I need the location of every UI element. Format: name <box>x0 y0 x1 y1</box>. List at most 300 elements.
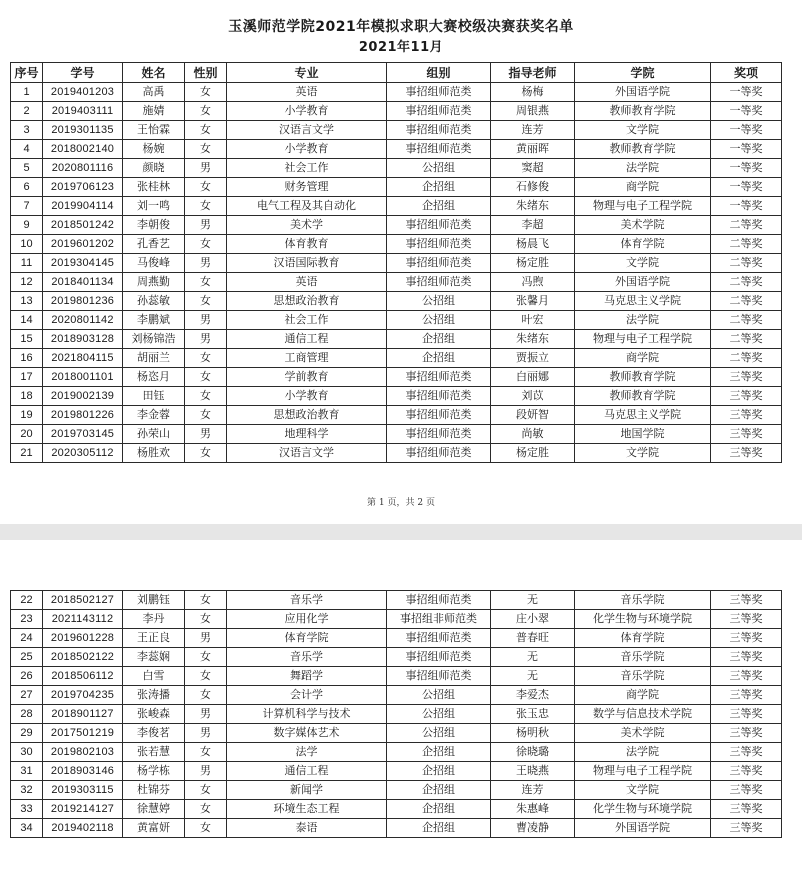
cell-gender: 女 <box>185 368 227 387</box>
cell-advisor: 张玉忠 <box>491 705 575 724</box>
cell-index: 26 <box>11 667 43 686</box>
cell-college: 地国学院 <box>575 425 711 444</box>
document-title: 玉溪师范学院2021年模拟求职大赛校级决赛获奖名单 <box>228 19 574 35</box>
cell-student-id: 2019801226 <box>43 406 123 425</box>
cell-college: 音乐学院 <box>575 667 711 686</box>
cell-gender: 男 <box>185 425 227 444</box>
cell-advisor: 冯煦 <box>491 273 575 292</box>
cell-name: 孔香艺 <box>123 235 185 254</box>
cell-name: 杨学栋 <box>123 762 185 781</box>
cell-group: 事招组师范类 <box>387 444 491 463</box>
cell-college: 商学院 <box>575 686 711 705</box>
cell-gender: 女 <box>185 349 227 368</box>
table-row <box>11 610 782 629</box>
cell-student-id: 2020801116 <box>43 159 123 178</box>
cell-name: 刘鹏钰 <box>123 591 185 610</box>
cell-name: 李朝俊 <box>123 216 185 235</box>
table-row <box>11 629 782 648</box>
cell-major: 地理科学 <box>227 425 387 444</box>
cell-major: 小学教育 <box>227 140 387 159</box>
cell-major: 汉语言文学 <box>227 121 387 140</box>
cell-college: 音乐学院 <box>575 591 711 610</box>
cell-group: 事招组师范类 <box>387 368 491 387</box>
cell-group: 企招组 <box>387 743 491 762</box>
cell-advisor: 徐晓璐 <box>491 743 575 762</box>
cell-student-id: 2020305112 <box>43 444 123 463</box>
cell-group: 事招组师范类 <box>387 102 491 121</box>
cell-college: 马克思主义学院 <box>575 406 711 425</box>
cell-award: 三等奖 <box>711 724 782 743</box>
cell-award: 三等奖 <box>711 648 782 667</box>
cell-index: 9 <box>11 216 43 235</box>
cell-college: 商学院 <box>575 349 711 368</box>
cell-gender: 女 <box>185 387 227 406</box>
cell-student-id: 2018502122 <box>43 648 123 667</box>
cell-award: 二等奖 <box>711 292 782 311</box>
cell-college: 物理与电子工程学院 <box>575 197 711 216</box>
cell-college: 外国语学院 <box>575 273 711 292</box>
cell-student-id: 2019002139 <box>43 387 123 406</box>
cell-gender: 女 <box>185 292 227 311</box>
cell-award: 一等奖 <box>711 159 782 178</box>
table-row <box>11 235 782 254</box>
cell-college: 文学院 <box>575 254 711 273</box>
cell-award: 三等奖 <box>711 591 782 610</box>
cell-student-id: 2019601202 <box>43 235 123 254</box>
cell-advisor: 段妍智 <box>491 406 575 425</box>
table-row <box>11 349 782 368</box>
cell-gender: 女 <box>185 591 227 610</box>
cell-name: 孙蕊敏 <box>123 292 185 311</box>
cell-major: 小学教育 <box>227 387 387 406</box>
table-row <box>11 254 782 273</box>
cell-student-id: 2018903128 <box>43 330 123 349</box>
cell-award: 三等奖 <box>711 425 782 444</box>
cell-student-id: 2019304145 <box>43 254 123 273</box>
cell-college: 化学生物与环境学院 <box>575 800 711 819</box>
cell-major: 音乐学 <box>227 648 387 667</box>
cell-name: 李蕊娴 <box>123 648 185 667</box>
cell-name: 杨恣月 <box>123 368 185 387</box>
cell-group: 事招组师范类 <box>387 667 491 686</box>
cell-award: 三等奖 <box>711 705 782 724</box>
cell-major: 社会工作 <box>227 311 387 330</box>
cell-major: 思想政治教育 <box>227 406 387 425</box>
cell-name: 杨婉 <box>123 140 185 159</box>
cell-major: 小学教育 <box>227 102 387 121</box>
cell-major: 音乐学 <box>227 591 387 610</box>
cell-index: 14 <box>11 311 43 330</box>
cell-advisor: 叶宏 <box>491 311 575 330</box>
table-row <box>11 800 782 819</box>
cell-advisor: 庄小翠 <box>491 610 575 629</box>
cell-index: 1 <box>11 83 43 102</box>
cell-major: 体育教育 <box>227 235 387 254</box>
cell-award: 三等奖 <box>711 781 782 800</box>
cell-student-id: 2018501242 <box>43 216 123 235</box>
cell-name: 黄富妍 <box>123 819 185 838</box>
cell-major: 法学 <box>227 743 387 762</box>
cell-gender: 女 <box>185 781 227 800</box>
cell-index: 3 <box>11 121 43 140</box>
cell-student-id: 2018506112 <box>43 667 123 686</box>
cell-index: 13 <box>11 292 43 311</box>
cell-gender: 女 <box>185 686 227 705</box>
cell-student-id: 2018901127 <box>43 705 123 724</box>
cell-advisor: 王晓燕 <box>491 762 575 781</box>
cell-name: 田钰 <box>123 387 185 406</box>
cell-award: 三等奖 <box>711 610 782 629</box>
cell-gender: 女 <box>185 102 227 121</box>
cell-major: 数字媒体艺术 <box>227 724 387 743</box>
cell-student-id: 2019401203 <box>43 83 123 102</box>
cell-index: 22 <box>11 591 43 610</box>
cell-student-id: 2019402118 <box>43 819 123 838</box>
cell-major: 英语 <box>227 83 387 102</box>
cell-award: 一等奖 <box>711 140 782 159</box>
cell-index: 20 <box>11 425 43 444</box>
cell-group: 事招组师范类 <box>387 235 491 254</box>
cell-index: 21 <box>11 444 43 463</box>
cell-index: 17 <box>11 368 43 387</box>
cell-group: 事招组师范类 <box>387 254 491 273</box>
cell-gender: 女 <box>185 197 227 216</box>
cell-advisor: 贾振立 <box>491 349 575 368</box>
cell-major: 计算机科学与技术 <box>227 705 387 724</box>
cell-major: 舞蹈学 <box>227 667 387 686</box>
cell-gender: 女 <box>185 667 227 686</box>
cell-gender: 女 <box>185 610 227 629</box>
cell-gender: 女 <box>185 800 227 819</box>
cell-group: 事招组师范类 <box>387 387 491 406</box>
cell-index: 15 <box>11 330 43 349</box>
table-row <box>11 743 782 762</box>
cell-gender: 男 <box>185 216 227 235</box>
cell-group: 事招组师范类 <box>387 591 491 610</box>
table-row <box>11 121 782 140</box>
cell-gender: 女 <box>185 273 227 292</box>
cell-index: 30 <box>11 743 43 762</box>
cell-name: 高禹 <box>123 83 185 102</box>
cell-gender: 男 <box>185 629 227 648</box>
cell-advisor: 尚敏 <box>491 425 575 444</box>
cell-index: 23 <box>11 610 43 629</box>
cell-group: 企招组 <box>387 349 491 368</box>
cell-advisor: 李超 <box>491 216 575 235</box>
cell-award: 二等奖 <box>711 273 782 292</box>
cell-advisor: 李爱杰 <box>491 686 575 705</box>
cell-gender: 女 <box>185 83 227 102</box>
cell-group: 事招组师范类 <box>387 140 491 159</box>
cell-advisor: 连芳 <box>491 121 575 140</box>
cell-name: 杨胜欢 <box>123 444 185 463</box>
cell-gender: 女 <box>185 819 227 838</box>
table-row <box>11 140 782 159</box>
cell-award: 一等奖 <box>711 102 782 121</box>
cell-major: 会计学 <box>227 686 387 705</box>
cell-student-id: 2019802103 <box>43 743 123 762</box>
cell-advisor: 石修俊 <box>491 178 575 197</box>
cell-college: 文学院 <box>575 781 711 800</box>
cell-group: 事招组师范类 <box>387 648 491 667</box>
cell-advisor: 黄丽晖 <box>491 140 575 159</box>
column-header-gender: 性别 <box>185 63 227 83</box>
cell-award: 三等奖 <box>711 686 782 705</box>
cell-college: 法学院 <box>575 159 711 178</box>
cell-group: 事招组师范类 <box>387 216 491 235</box>
column-header-group: 组别 <box>387 63 491 83</box>
cell-gender: 女 <box>185 121 227 140</box>
cell-student-id: 2019303115 <box>43 781 123 800</box>
cell-index: 11 <box>11 254 43 273</box>
table-row <box>11 368 782 387</box>
cell-major: 汉语言文学 <box>227 444 387 463</box>
cell-advisor: 杨明秋 <box>491 724 575 743</box>
cell-name: 马俊峰 <box>123 254 185 273</box>
cell-college: 教师教育学院 <box>575 387 711 406</box>
cell-group: 事招组师范类 <box>387 629 491 648</box>
cell-name: 王怡霖 <box>123 121 185 140</box>
cell-name: 王正良 <box>123 629 185 648</box>
cell-student-id: 2019601228 <box>43 629 123 648</box>
cell-student-id: 2018903146 <box>43 762 123 781</box>
cell-award: 二等奖 <box>711 349 782 368</box>
cell-name: 刘杨锦浩 <box>123 330 185 349</box>
cell-gender: 女 <box>185 743 227 762</box>
cell-award: 二等奖 <box>711 254 782 273</box>
cell-student-id: 2019704235 <box>43 686 123 705</box>
cell-major: 应用化学 <box>227 610 387 629</box>
cell-index: 10 <box>11 235 43 254</box>
cell-group: 事招组师范类 <box>387 425 491 444</box>
cell-student-id: 2021804115 <box>43 349 123 368</box>
cell-college: 外国语学院 <box>575 819 711 838</box>
cell-major: 新闻学 <box>227 781 387 800</box>
cell-student-id: 2020801142 <box>43 311 123 330</box>
cell-student-id: 2019904114 <box>43 197 123 216</box>
column-header-advisor: 指导老师 <box>491 63 575 83</box>
document-date: 2021年11月 <box>358 40 444 55</box>
cell-student-id: 2018502127 <box>43 591 123 610</box>
cell-student-id: 2019214127 <box>43 800 123 819</box>
column-header-award: 奖项 <box>711 63 782 83</box>
cell-advisor: 朱惠峰 <box>491 800 575 819</box>
cell-college: 马克思主义学院 <box>575 292 711 311</box>
cell-award: 二等奖 <box>711 311 782 330</box>
cell-advisor: 无 <box>491 591 575 610</box>
cell-index: 32 <box>11 781 43 800</box>
table-row <box>11 406 782 425</box>
cell-award: 二等奖 <box>711 216 782 235</box>
table-row <box>11 216 782 235</box>
cell-award: 三等奖 <box>711 629 782 648</box>
cell-name: 施婧 <box>123 102 185 121</box>
cell-group: 企招组 <box>387 819 491 838</box>
cell-group: 事招组师范类 <box>387 121 491 140</box>
cell-student-id: 2021143112 <box>43 610 123 629</box>
cell-name: 杜锦芬 <box>123 781 185 800</box>
cell-student-id: 2018002140 <box>43 140 123 159</box>
cell-group: 事招组师范类 <box>387 83 491 102</box>
cell-name: 张涛播 <box>123 686 185 705</box>
table-row <box>11 648 782 667</box>
cell-advisor: 窦超 <box>491 159 575 178</box>
cell-name: 刘一鸣 <box>123 197 185 216</box>
cell-college: 物理与电子工程学院 <box>575 330 711 349</box>
cell-group: 公招组 <box>387 686 491 705</box>
cell-index: 2 <box>11 102 43 121</box>
cell-student-id: 2018401134 <box>43 273 123 292</box>
cell-college: 教师教育学院 <box>575 368 711 387</box>
table-row <box>11 273 782 292</box>
cell-college: 教师教育学院 <box>575 140 711 159</box>
cell-student-id: 2019403111 <box>43 102 123 121</box>
cell-name: 胡丽兰 <box>123 349 185 368</box>
cell-award: 三等奖 <box>711 819 782 838</box>
cell-college: 法学院 <box>575 311 711 330</box>
cell-advisor: 曹凌静 <box>491 819 575 838</box>
cell-college: 美术学院 <box>575 724 711 743</box>
cell-major: 汉语国际教育 <box>227 254 387 273</box>
cell-name: 孙荣山 <box>123 425 185 444</box>
cell-college: 体育学院 <box>575 629 711 648</box>
table-row <box>11 425 782 444</box>
cell-gender: 男 <box>185 311 227 330</box>
table-row <box>11 762 782 781</box>
table-row <box>11 819 782 838</box>
cell-group: 公招组 <box>387 292 491 311</box>
cell-gender: 女 <box>185 406 227 425</box>
cell-advisor: 周银燕 <box>491 102 575 121</box>
cell-index: 33 <box>11 800 43 819</box>
cell-major: 泰语 <box>227 819 387 838</box>
cell-major: 体育学院 <box>227 629 387 648</box>
table-row <box>11 444 782 463</box>
cell-award: 三等奖 <box>711 743 782 762</box>
cell-group: 企招组 <box>387 178 491 197</box>
cell-college: 法学院 <box>575 743 711 762</box>
cell-college: 音乐学院 <box>575 648 711 667</box>
cell-index: 31 <box>11 762 43 781</box>
cell-advisor: 刘苡 <box>491 387 575 406</box>
cell-gender: 男 <box>185 762 227 781</box>
cell-name: 白雪 <box>123 667 185 686</box>
column-header-college: 学院 <box>575 63 711 83</box>
cell-gender: 男 <box>185 724 227 743</box>
cell-group: 企招组 <box>387 197 491 216</box>
page-footer: 第 1 页，共 2 页 <box>367 498 435 508</box>
table-header-row <box>11 63 782 83</box>
cell-award: 三等奖 <box>711 444 782 463</box>
cell-advisor: 张馨月 <box>491 292 575 311</box>
cell-major: 工商管理 <box>227 349 387 368</box>
column-header-student-id: 学号 <box>43 63 123 83</box>
cell-name: 颜晓 <box>123 159 185 178</box>
cell-index: 19 <box>11 406 43 425</box>
table-row <box>11 102 782 121</box>
cell-name: 张桂林 <box>123 178 185 197</box>
cell-award: 一等奖 <box>711 178 782 197</box>
cell-index: 29 <box>11 724 43 743</box>
cell-index: 7 <box>11 197 43 216</box>
cell-gender: 男 <box>185 705 227 724</box>
cell-college: 化学生物与环境学院 <box>575 610 711 629</box>
cell-name: 李鹏斌 <box>123 311 185 330</box>
cell-student-id: 2017501219 <box>43 724 123 743</box>
cell-index: 24 <box>11 629 43 648</box>
cell-major: 美术学 <box>227 216 387 235</box>
cell-major: 通信工程 <box>227 330 387 349</box>
cell-award: 二等奖 <box>711 330 782 349</box>
cell-major: 通信工程 <box>227 762 387 781</box>
table-row <box>11 724 782 743</box>
cell-name: 李金蓉 <box>123 406 185 425</box>
cell-group: 企招组 <box>387 762 491 781</box>
cell-student-id: 2018001101 <box>43 368 123 387</box>
cell-major: 思想政治教育 <box>227 292 387 311</box>
cell-major: 英语 <box>227 273 387 292</box>
cell-index: 25 <box>11 648 43 667</box>
table-row <box>11 781 782 800</box>
cell-name: 徐慧婷 <box>123 800 185 819</box>
table-row <box>11 667 782 686</box>
cell-major: 社会工作 <box>227 159 387 178</box>
cell-student-id: 2019301135 <box>43 121 123 140</box>
cell-gender: 女 <box>185 444 227 463</box>
document-page-2 <box>0 540 802 873</box>
cell-name: 李俊茗 <box>123 724 185 743</box>
table-row <box>11 330 782 349</box>
cell-group: 事招组师范类 <box>387 406 491 425</box>
cell-college: 商学院 <box>575 178 711 197</box>
cell-gender: 女 <box>185 178 227 197</box>
cell-advisor: 白丽娜 <box>491 368 575 387</box>
cell-index: 4 <box>11 140 43 159</box>
cell-index: 34 <box>11 819 43 838</box>
cell-group: 企招组 <box>387 330 491 349</box>
cell-award: 一等奖 <box>711 83 782 102</box>
cell-advisor: 无 <box>491 667 575 686</box>
cell-advisor: 朱绪东 <box>491 197 575 216</box>
cell-group: 企招组 <box>387 781 491 800</box>
cell-gender: 女 <box>185 235 227 254</box>
cell-name: 李丹 <box>123 610 185 629</box>
cell-advisor: 普春旺 <box>491 629 575 648</box>
table-row <box>11 311 782 330</box>
awards-table-page-1 <box>10 62 782 463</box>
table-row <box>11 705 782 724</box>
cell-advisor: 杨梅 <box>491 83 575 102</box>
cell-group: 企招组 <box>387 800 491 819</box>
awards-table-page-2 <box>10 590 782 838</box>
column-header-index: 序号 <box>11 63 43 83</box>
column-header-major: 专业 <box>227 63 387 83</box>
cell-name: 张若慧 <box>123 743 185 762</box>
cell-gender: 女 <box>185 648 227 667</box>
cell-gender: 女 <box>185 140 227 159</box>
cell-group: 事招组师范类 <box>387 273 491 292</box>
table-row <box>11 178 782 197</box>
cell-gender: 男 <box>185 254 227 273</box>
cell-major: 学前教育 <box>227 368 387 387</box>
cell-index: 12 <box>11 273 43 292</box>
cell-award: 一等奖 <box>711 121 782 140</box>
table-row <box>11 159 782 178</box>
cell-index: 16 <box>11 349 43 368</box>
cell-major: 电气工程及其自动化 <box>227 197 387 216</box>
cell-award: 三等奖 <box>711 387 782 406</box>
table-row <box>11 197 782 216</box>
